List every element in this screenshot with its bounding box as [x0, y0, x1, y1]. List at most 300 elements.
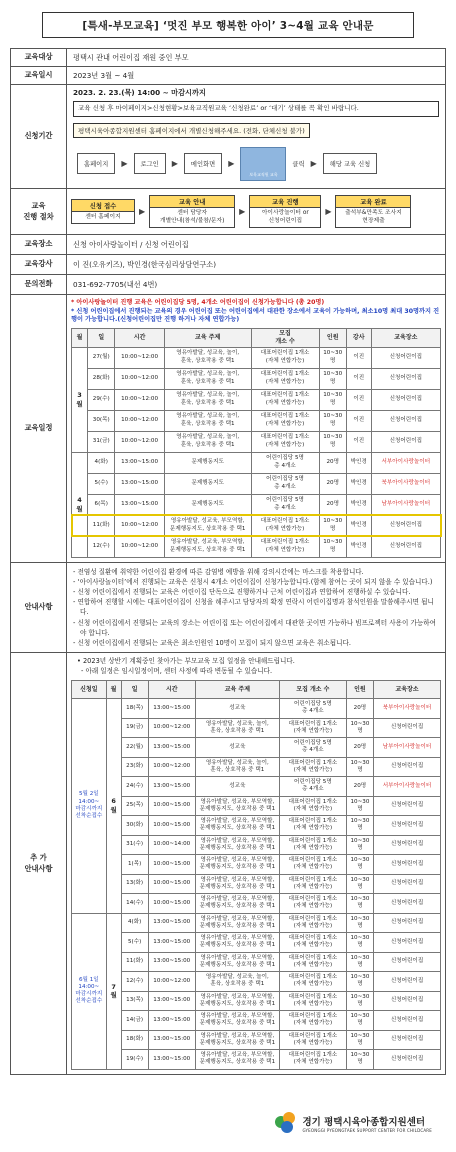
process-label-text: 교육 진행 절차: [23, 200, 54, 221]
topic-cell: 성교육: [195, 738, 279, 758]
recruit-cell: 대표어린이집 1개소 (자체 연합가능): [251, 410, 319, 431]
place-cell: 신청어린이집: [374, 933, 441, 953]
count-cell: 10~30명: [346, 816, 373, 836]
schedule-note-playground: * 아이사랑놀이터 진행 교육은 어린이집당 5명, 4개소 어린이집이 신청가능합니다 (총 20명): [71, 299, 325, 306]
count-cell: 10~30명: [346, 874, 373, 894]
recruit-cell: 대표어린이집 1개소 (자체 연합가능): [279, 952, 346, 972]
place-cell: 북부아이사랑놀이터: [371, 473, 440, 494]
lecturer-cell: 박인경: [346, 515, 371, 536]
count-cell: 10~30명: [319, 410, 346, 431]
topic-cell: 문제행동지도: [164, 494, 251, 515]
recruit-cell: 대표어린이집 1개소 (자체 연합가능): [251, 347, 319, 368]
lecturer-cell: 박인경: [346, 473, 371, 494]
extra-header-row: [72, 681, 441, 699]
day-cell: 23(화): [121, 757, 148, 777]
table-row: [72, 855, 441, 875]
time-cell: 10:00~12:00: [115, 515, 165, 536]
center-name: 경기 평택시육아종합지원센터: [302, 1116, 426, 1128]
topic-cell: 영유아발달, 성교육, 부모역할, 문제행동지도, 상호작용 중 택1: [195, 874, 279, 894]
count-cell: 10~30명: [319, 389, 346, 410]
time-cell: 13:00~15:00: [148, 738, 195, 758]
schedule-header-cell: 월: [72, 329, 88, 348]
table-row: [72, 913, 441, 933]
time-cell: 10:00~12:00: [115, 347, 165, 368]
target-value: 평택시 관내 어린이집 재원 중인 부모: [67, 49, 446, 67]
guide-item: - 신청 어린이집에서 진행되는 교육의 장소는 어린이집 또는 어린이집에서 대관한 곳이면 가능하나 빔프로젝터 사용이 가능하여야 합니다.: [73, 618, 436, 637]
time-cell: 13:00~15:00: [148, 952, 195, 972]
guide-item: - 신청 어린이집에서 진행되는 교육은 최소인원인 10명이 모집이 되지 않으면 교육은 취소됩니다.: [73, 639, 351, 648]
recruit-cell: 대표어린이집 1개소 (자체 연합가능): [279, 816, 346, 836]
extra-intro-note: - 아래 일정은 임시일정이며, 센터 사정에 따라 변동될 수 있습니다.: [81, 667, 273, 676]
topic-cell: 영유아발달, 성교육, 부모역할, 문제행동지도, 상호작용 중 택1: [195, 1030, 279, 1050]
step-guide: [149, 195, 235, 229]
place-cell: 신청어린이집: [371, 389, 440, 410]
count-cell: 10~30명: [319, 431, 346, 452]
place-cell: 북부아이사랑놀이터: [374, 699, 441, 719]
arrow-right-icon: ▶: [171, 159, 178, 169]
apply-notice-status-text: 교육 신청 후 마이페이지>신청현황>보육교직원교육 ‘신청완료’ or ‘대기’ 상태를 꼭 확인 바랍니다.: [78, 104, 359, 113]
place-cell: 신청어린이집: [374, 718, 441, 738]
arrow-right-icon: ▶: [121, 159, 128, 169]
center-logo: [275, 1112, 297, 1134]
place-cell: 서부아이사랑놀이터: [374, 777, 441, 797]
recruit-cell: 대표어린이집 1개소 (자체 연합가능): [279, 1030, 346, 1050]
time-cell: 10:00~15:00: [148, 894, 195, 914]
topic-cell: 문제행동지도: [164, 473, 251, 494]
time-cell: 13:00~15:00: [148, 1050, 195, 1070]
recruit-cell: 대표어린이집 1개소 (자체 연합가능): [279, 796, 346, 816]
day-cell: 11(화): [88, 515, 115, 536]
topic-cell: 영유아발달, 성교육, 부모역할, 문제행동지도, 상호작용 중 택1: [195, 894, 279, 914]
table-row: [72, 738, 441, 758]
arrow-right-icon: ▶: [228, 159, 235, 169]
step-progress-body: 아이사랑놀이터 or 신청어린이집: [261, 209, 309, 224]
flow-apply: 해당 교육 신청: [323, 153, 378, 174]
apply-notice-method-text: 평택시육아종합지원센터 홈페이지에서 개별신청해주세요. (전화, 단체신청 불가): [78, 126, 305, 135]
recruit-cell: 대표어린이집 1개소 (자체 연합가능): [279, 855, 346, 875]
menu-thumbnail-image: [240, 147, 286, 181]
month-cell: 4 월: [72, 452, 88, 557]
apply-date: 2023. 2. 23.(목) 14:00 ~ 마감시까지: [73, 88, 206, 98]
time-cell: 10:00~12:00: [148, 757, 195, 777]
place-cell: 신청어린이집: [374, 1030, 441, 1050]
lecturer-cell: 이진: [346, 347, 371, 368]
topic-cell: 영유아발달, 성교육, 놀이, 훈육, 상호작용 중 택1: [164, 389, 251, 410]
table-row: [72, 991, 441, 1011]
guide-item: - 연합하여 진행할 시에는 대표어린이집이 신청을 해주시고 담당자의 확정 연락시 어린이집명과 참석인원을 말씀해주시면 됩니다.: [73, 598, 434, 617]
count-cell: 10~30명: [346, 796, 373, 816]
apply-label: 신청기간: [11, 85, 67, 189]
recruit-cell: 대표어린이집 1개소 (자체 연합가능): [251, 536, 319, 557]
time-cell: 10:00~12:00: [115, 536, 165, 557]
recruit-cell: 대표어린이집 1개소 (자체 연합가능): [279, 972, 346, 992]
step-done-body: 출석부&만족도 조사지 현장제출: [345, 209, 402, 224]
topic-cell: 영유아발달, 성교육, 부모역할, 문제행동지도, 상호작용 중 택1: [164, 515, 251, 536]
table-row: [72, 452, 441, 473]
topic-cell: 영유아발달, 성교육, 놀이, 훈육, 상호작용 중 택1: [164, 347, 251, 368]
time-cell: 13:00~15:00: [148, 933, 195, 953]
table-row: [72, 757, 441, 777]
flow-click: 클릭: [292, 161, 305, 169]
arrow-right-icon: ▶: [239, 207, 246, 216]
time-cell: 10:00~15:00: [148, 855, 195, 875]
table-row: [72, 431, 441, 452]
arrow-right-icon: ▶: [310, 159, 317, 169]
time-cell: 13:00~15:00: [148, 1011, 195, 1031]
flow-homepage: 홈페이지: [77, 153, 115, 174]
table-row: [72, 473, 441, 494]
step-apply: [71, 199, 135, 225]
topic-cell: 영유아발달, 성교육, 부모역할, 문제행동지도, 상호작용 중 택1: [195, 991, 279, 1011]
recruit-cell: 어린이집당 5명 총 4개소: [279, 738, 346, 758]
count-cell: 20명: [319, 494, 346, 515]
place-value: 신청 아이사랑놀이터 / 신청 어린이집: [67, 235, 446, 255]
topic-cell: 영유아발달, 성교육, 놀이, 훈육, 상호작용 중 택1: [164, 368, 251, 389]
extra-cell: [67, 653, 446, 1074]
table-row: [72, 972, 441, 992]
place-cell: 신청어린이집: [374, 894, 441, 914]
place-label: 교육장소: [11, 235, 67, 255]
day-cell: 19(수): [121, 1050, 148, 1070]
table-row: [72, 835, 441, 855]
step-guide-body: 센터 담당자 개별안내(참석/불참/문자): [159, 209, 225, 224]
topic-cell: 영유아발달, 성교육, 부모역할, 문제행동지도, 상호작용 중 택1: [195, 816, 279, 836]
count-cell: 10~30명: [319, 515, 346, 536]
count-cell: 20명: [346, 777, 373, 797]
lecturer-cell: 이진: [346, 431, 371, 452]
schedule-header-cell: 모집 개소 수: [251, 329, 319, 348]
recruit-cell: 대표어린이집 1개소 (자체 연합가능): [279, 718, 346, 738]
step-progress: [249, 195, 321, 229]
day-cell: 1(목): [121, 855, 148, 875]
extra-label-text: 추 가 안내사항: [24, 852, 53, 873]
day-cell: 5(수): [88, 473, 115, 494]
guide-label: 안내사항: [11, 562, 67, 653]
topic-cell: 영유아발달, 성교육, 부모역할, 문제행동지도, 상호작용 중 택1: [164, 536, 251, 557]
count-cell: 10~30명: [319, 368, 346, 389]
table-row: [72, 874, 441, 894]
count-cell: 20명: [319, 452, 346, 473]
table-row: [72, 1011, 441, 1031]
table-row: [72, 368, 441, 389]
recruit-cell: 대표어린이집 1개소 (자체 연합가능): [279, 874, 346, 894]
count-cell: 10~30명: [346, 1030, 373, 1050]
time-cell: 13:00~15:00: [148, 1030, 195, 1050]
schedule-label: 교육일정: [11, 295, 67, 563]
extra-body: [72, 699, 441, 1070]
day-cell: 13(목): [121, 991, 148, 1011]
time-cell: 10:00~12:00: [148, 972, 195, 992]
month-cell: 7 월: [106, 913, 121, 1069]
day-cell: 25(목): [121, 796, 148, 816]
table-row: [72, 536, 441, 557]
page-title: [특새-부모교육] ‘멋진 부모 행복한 아이’ 3~4월 교육 안내문: [82, 19, 374, 32]
place-cell: 신청어린이집: [374, 835, 441, 855]
topic-cell: 영유아발달, 성교육, 놀이, 훈육, 상호작용 중 택1: [195, 757, 279, 777]
count-cell: 10~30명: [346, 757, 373, 777]
place-cell: 신청어린이집: [371, 515, 440, 536]
topic-cell: 영유아발달, 성교육, 부모역할, 문제행동지도, 상호작용 중 택1: [195, 1011, 279, 1031]
count-cell: 10~30명: [346, 972, 373, 992]
recruit-cell: 대표어린이집 1개소 (자체 연합가능): [251, 389, 319, 410]
day-cell: 14(금): [121, 1011, 148, 1031]
day-cell: 29(수): [88, 389, 115, 410]
lecturer-cell: 박인경: [346, 452, 371, 473]
table-row: [72, 718, 441, 738]
step-done: [335, 195, 411, 229]
time-cell: 10:00~12:00: [115, 389, 165, 410]
topic-cell: 영유아발달, 성교육, 부모역할, 문제행동지도, 상호작용 중 택1: [195, 933, 279, 953]
time-cell: 10:00~12:00: [115, 368, 165, 389]
place-cell: 남부아이사랑놀이터: [371, 494, 440, 515]
count-cell: 20명: [346, 738, 373, 758]
place-cell: 신청어린이집: [371, 347, 440, 368]
day-cell: 30(목): [88, 410, 115, 431]
schedule-table: [71, 328, 441, 558]
extra-label: [11, 653, 67, 1074]
step-done-title: 교육 완료: [336, 196, 410, 208]
info-table: [10, 48, 446, 1075]
extra-header-cell: 인원: [346, 681, 373, 699]
time-cell: 10:00~12:00: [115, 431, 165, 452]
schedule-header-cell: 인원: [319, 329, 346, 348]
schedule-header-cell: 시간: [115, 329, 165, 348]
recruit-cell: 대표어린이집 1개소 (자체 연합가능): [279, 1050, 346, 1070]
process-cell: [67, 189, 446, 235]
schedule-header-cell: 교육장소: [371, 329, 440, 348]
apply-notice-status: [73, 101, 439, 116]
day-cell: 14(수): [121, 894, 148, 914]
lecturer-cell: 박인경: [346, 536, 371, 557]
arrow-right-icon: ▶: [325, 207, 332, 216]
recruit-cell: 어린이집당 5명 총 4개소: [251, 452, 319, 473]
schedule-body: [72, 347, 441, 557]
time-cell: 10:00~15:00: [148, 796, 195, 816]
time-cell: 13:00~15:00: [148, 913, 195, 933]
count-cell: 10~30명: [346, 894, 373, 914]
day-cell: 24(수): [121, 777, 148, 797]
count-cell: 20명: [346, 699, 373, 719]
place-cell: 신청어린이집: [374, 972, 441, 992]
month-cell: 3 월: [72, 347, 88, 452]
topic-cell: 영유아발달, 성교육, 부모역할, 문제행동지도, 상호작용 중 택1: [195, 796, 279, 816]
center-name-en: GYEONGGI PYEONGTAEK SUPPORT CENTER FOR CHILDCARE: [302, 1127, 432, 1133]
topic-cell: 영유아발달, 성교육, 부모역할, 문제행동지도, 상호작용 중 택1: [195, 1050, 279, 1070]
day-cell: 30(화): [121, 816, 148, 836]
day-cell: 12(수): [121, 972, 148, 992]
recruit-cell: 대표어린이집 1개소 (자체 연합가능): [251, 368, 319, 389]
place-cell: 신청어린이집: [371, 368, 440, 389]
place-cell: 신청어린이집: [374, 1011, 441, 1031]
apply-date-cell: 5월 2일 14:00~ 마감시까지 선착순접수: [72, 699, 107, 914]
table-row: [72, 389, 441, 410]
guide-item: - 전염성 질환에 취약한 어린이집 환경에 따른 감염병 예방을 위해 강의시간에는 마스크를 착용합니다.: [73, 567, 364, 576]
count-cell: 10~30명: [346, 855, 373, 875]
topic-cell: 영유아발달, 성교육, 놀이, 훈육, 상호작용 중 택1: [164, 431, 251, 452]
time-cell: 13:00~15:00: [148, 699, 195, 719]
extra-header-cell: 시간: [148, 681, 195, 699]
table-row: [72, 894, 441, 914]
table-row: [72, 515, 441, 536]
arrow-right-icon: ▶: [139, 207, 146, 216]
table-row: [72, 816, 441, 836]
day-cell: 28(화): [88, 368, 115, 389]
extra-schedule-table: [71, 680, 441, 1070]
recruit-cell: 어린이집당 5명 총 4개소: [279, 699, 346, 719]
table-row: [72, 1030, 441, 1050]
recruit-cell: 대표어린이집 1개소 (자체 연합가능): [279, 913, 346, 933]
table-row: [72, 777, 441, 797]
time-cell: 10:00~12:00: [148, 718, 195, 738]
place-cell: 신청어린이집: [371, 410, 440, 431]
day-cell: 5(수): [121, 933, 148, 953]
lecturer-cell: 이진: [346, 389, 371, 410]
place-cell: 신청어린이집: [374, 913, 441, 933]
topic-cell: 문제행동지도: [164, 452, 251, 473]
extra-header-cell: 교육 주제: [195, 681, 279, 699]
day-cell: 18(목): [121, 699, 148, 719]
extra-header-cell: 모집 개소 수: [279, 681, 346, 699]
schedule-cell: [67, 295, 446, 563]
schedule-note-daycare: * 신청 어린이집에서 진행되는 교육의 경우 어린이집 또는 어린이집에서 대관한 장소에서 교육이 가능하며, 최소10명 최대 30명까지 진행이 가능합니다.(신청어린이집만 진행 하거나 자체 연합가능): [71, 307, 440, 324]
extra-header-cell: 월: [106, 681, 121, 699]
place-cell: 신청어린이집: [371, 431, 440, 452]
recruit-cell: 대표어린이집 1개소 (자체 연합가능): [279, 894, 346, 914]
step-apply-body: 센터 홈페이지: [85, 213, 121, 220]
count-cell: 10~30명: [346, 1011, 373, 1031]
recruit-cell: 대표어린이집 1개소 (자체 연합가능): [251, 431, 319, 452]
count-cell: 20명: [319, 473, 346, 494]
table-row: [72, 796, 441, 816]
time-cell: 10:00~15:00: [148, 874, 195, 894]
apply-notice-method: [73, 123, 310, 138]
apply-cell: [67, 85, 446, 189]
footer: [275, 1112, 432, 1134]
recruit-cell: 어린이집당 5명 총 4개소: [251, 494, 319, 515]
place-cell: 신청어린이집: [371, 536, 440, 557]
lecturer-cell: 이진: [346, 410, 371, 431]
count-cell: 10~30명: [346, 991, 373, 1011]
topic-cell: 성교육: [195, 699, 279, 719]
day-cell: 4(화): [88, 452, 115, 473]
place-cell: 신청어린이집: [374, 952, 441, 972]
day-cell: 12(수): [88, 536, 115, 557]
time-cell: 13:00~15:00: [115, 494, 165, 515]
topic-cell: 영유아발달, 성교육, 부모역할, 문제행동지도, 상호작용 중 택1: [195, 952, 279, 972]
day-cell: 13(화): [121, 874, 148, 894]
schedule-header-cell: 교육 주제: [164, 329, 251, 348]
time-cell: 13:00~15:00: [115, 452, 165, 473]
place-cell: 신청어린이집: [374, 991, 441, 1011]
period-label: 교육일시: [11, 67, 67, 85]
guide-item: - 신청 어린이집에서 진행되는 교육은 어린이집 단독으로 진행하거나 근처 어린이집과 연합하여 진행하실 수 있습니다.: [73, 588, 411, 597]
day-cell: 6(목): [88, 494, 115, 515]
target-label: 교육대상: [11, 49, 67, 67]
count-cell: 10~30명: [346, 933, 373, 953]
table-row: [72, 952, 441, 972]
day-cell: 27(월): [88, 347, 115, 368]
table-row: [72, 933, 441, 953]
guide-cell: [67, 562, 446, 653]
apply-flow: [77, 147, 439, 181]
table-row: [72, 699, 441, 719]
month-cell: 6 월: [106, 699, 121, 914]
topic-cell: 영유아발달, 성교육, 놀이, 훈육, 상호작용 중 택1: [195, 718, 279, 738]
lecturer-label: 교육강사: [11, 255, 67, 275]
recruit-cell: 대표어린이집 1개소 (자체 연합가능): [279, 1011, 346, 1031]
recruit-cell: 대표어린이집 1개소 (자체 연합가능): [279, 991, 346, 1011]
place-cell: 신청어린이집: [374, 1050, 441, 1070]
day-cell: 19(금): [121, 718, 148, 738]
recruit-cell: 어린이집당 5명 총 4개소: [251, 473, 319, 494]
table-row: [72, 347, 441, 368]
count-cell: 10~30명: [346, 835, 373, 855]
time-cell: 13:00~15:00: [148, 777, 195, 797]
lecturer-value: 이 진(오유키즈), 박인경(한국심리상담연구소): [67, 255, 446, 275]
time-cell: 10:00~14:00: [148, 835, 195, 855]
count-cell: 10~30명: [346, 913, 373, 933]
extra-header-cell: 일: [121, 681, 148, 699]
step-apply-title: 신청 접수: [72, 200, 134, 212]
schedule-header-cell: 일: [88, 329, 115, 348]
time-cell: 13:00~15:00: [148, 991, 195, 1011]
time-cell: 10:00~12:00: [115, 410, 165, 431]
recruit-cell: 대표어린이집 1개소 (자체 연합가능): [279, 757, 346, 777]
apply-date-cell: 6월 1일 14:00~ 마감시까지 선착순접수: [72, 913, 107, 1069]
day-cell: 4(화): [121, 913, 148, 933]
topic-cell: 영유아발달, 성교육, 놀이, 훈육, 상호작용 중 택1: [195, 972, 279, 992]
topic-cell: 영유아발달, 성교육, 놀이, 훈육, 상호작용 중 택1: [164, 410, 251, 431]
day-cell: 22(월): [121, 738, 148, 758]
place-cell: 신청어린이집: [374, 757, 441, 777]
count-cell: 10~30명: [346, 1050, 373, 1070]
count-cell: 10~30명: [319, 536, 346, 557]
count-cell: 10~30명: [346, 718, 373, 738]
recruit-cell: 대표어린이집 1개소 (자체 연합가능): [279, 933, 346, 953]
topic-cell: 성교육: [195, 777, 279, 797]
table-row: [72, 410, 441, 431]
time-cell: 10:00~15:00: [148, 816, 195, 836]
place-cell: 남부아이사랑놀이터: [374, 738, 441, 758]
flow-main: 메인화면: [184, 153, 222, 174]
process-label: [11, 189, 67, 235]
guide-list: [67, 563, 445, 653]
guide-item: - ‘아이사랑놀이터’에서 진행되는 교육은 신청시 4개소 어린이집이 신청가능합니다.(함께 참여는 곳이 되지 않을 수 있습니다.): [73, 577, 433, 586]
topic-cell: 영유아발달, 성교육, 부모역할, 문제행동지도, 상호작용 중 택1: [195, 835, 279, 855]
place-cell: 서부아이사랑놀이터: [371, 452, 440, 473]
step-progress-title: 교육 진행: [250, 196, 320, 208]
extra-intro: • 2023년 상반기 계획중인 찾아가는 부모교육 모집 일정을 안내해드립니다.: [77, 657, 295, 666]
contact-label: 문의전화: [11, 275, 67, 295]
contact-value: 031-692-7705(내선 4번): [67, 275, 446, 295]
period-value: 2023년 3월 ~ 4월: [67, 67, 446, 85]
thumb-caption: 보육교직원 교육: [249, 171, 278, 177]
day-cell: 31(금): [88, 431, 115, 452]
table-row: [72, 1050, 441, 1070]
schedule-header-row: [72, 329, 441, 348]
place-cell: 신청어린이집: [374, 816, 441, 836]
count-cell: 10~30명: [319, 347, 346, 368]
extra-header-cell: 신청일: [72, 681, 107, 699]
step-guide-title: 교육 안내: [150, 196, 234, 208]
topic-cell: 영유아발달, 성교육, 부모역할, 문제행동지도, 상호작용 중 택1: [195, 913, 279, 933]
lecturer-cell: 박인경: [346, 494, 371, 515]
day-cell: 31(수): [121, 835, 148, 855]
count-cell: 10~30명: [346, 952, 373, 972]
recruit-cell: 대표어린이집 1개소 (자체 연합가능): [279, 835, 346, 855]
lecturer-cell: 이진: [346, 368, 371, 389]
topic-cell: 영유아발달, 성교육, 부모역할, 문제행동지도, 상호작용 중 택1: [195, 855, 279, 875]
